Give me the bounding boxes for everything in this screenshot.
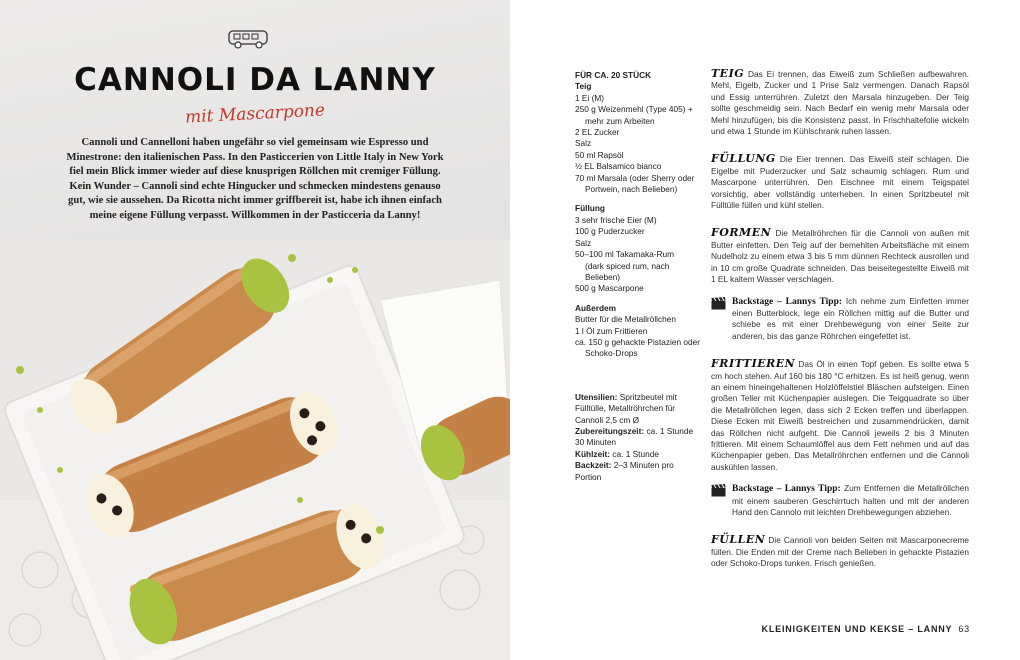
ingredient-item: 250 g Weizenmehl (Type 405) + [575, 104, 693, 115]
step-fuellen: FÜLLEN Die Cannoli von beiden Seiten mit Mascarponecreme füllen. Die Enden mit der Creme nach Belieben in gehackte Pistazien oder Schoko-Drops tunken. Frisch genießen. [711, 533, 969, 569]
intro-text: Cannoli und Cannelloni haben ungefähr so viel gemeinsam wie Espresso und Minestrone: den italienischen Pass. In den Pasticcerien von Little Italy in New York fiel mein Blick immer wieder auf diese knusprigen Röllchen mit cremiger Füllung. Kein Wunder – Cannoli sind echte Hingucker und schmecken mindestens genauso gut, wie sie aussehen. Da Ricotta nicht immer griffbereit ist, habe ich ihnen einfach meine eigene Füllung verpasst. Willkommen in der Pasticceria da Lanny! [66, 137, 444, 221]
meta-baking-time: Backzeit: 2–3 Minuten pro Portion [575, 460, 674, 482]
cannoli-photo [0, 240, 510, 660]
ingredient-item: 70 ml Marsala (oder Sherry oder [575, 172, 695, 183]
tip-box: Backstage – Lannys Tipp: Zum Entfernen die Metallröllchen mit einem sauberen Geschirrtuch halten und mit der anderen Hand den Cannolo mit leichten Drehbewegungen abziehen. [711, 483, 969, 518]
ingredient-item: Butter für die Metallröllchen [575, 314, 676, 325]
fuellung-heading: Füllung [575, 203, 605, 214]
yield-label: FÜR CA. 20 STÜCK [575, 70, 652, 80]
ingredient-item: (dark spiced rum, nach Belieben) [585, 260, 670, 282]
step-formen: FORMEN Die Metallröhrchen für die Cannoli von außen mit Butter einfetten. Den Teig auf der bemehlten Arbeitsfläche mit einem Nudelholz zu einem etwa 3 bis 5 mm dünnen Rechteck ausrollen und in 10 cm große Quadrate schneiden. Das beiseitegestellte Eiweiß mit 1 EL kaltem Wasser verschlagen. [711, 226, 969, 285]
step-frittieren: FRITTIEREN Das Öl in einen Topf geben. Es sollte etwa 5 cm hoch stehen. Auf 160 bis 180 °C erhitzen. Es ist heiß genug, wenn an einem hineingehaltenen Holzlöffelstiel Bläschen aufsteigen. Einen großen Teller mit Küchenpapier auslegen. Die Teigquadrate so über die Metallröllchen legen, dass sich 2 Ecken treffen und überlappen. Diese Ecken mit Eiweiß bestreichen und zusammendrücken, damit das Röllchen nicht aufgeht. Die Cannoli jeweils 2 bis 3 Minuten frittieren. Mit einem Schaumlöffel aus dem Fett nehmen und auf das Küchenpapier geben. Das Metallröhrchen entfernen und die Cannoli auskühlen lassen. [711, 357, 970, 472]
ingredient-item: 50–100 ml Takamaka-Rum [575, 249, 674, 260]
recipe-subtitle: mit Mascarpone [184, 100, 326, 128]
ingredient-item: 1 l Öl zum Frittieren [575, 325, 648, 336]
meta-prep-time: Zubereitungszeit: ca. 1 Stunde 30 Minuten [575, 425, 694, 448]
ingredient-item: mehr zum Arbeiten [585, 115, 655, 126]
ingredient-item: 3 sehr frische Eier (M) [575, 214, 657, 225]
ingredient-item: 1 Ei (M) [575, 92, 605, 103]
page-title: CANNOLI DA LANNY [74, 62, 436, 98]
footer-section-title: KLEINIGKEITEN UND KEKSE – LANNY [761, 624, 953, 634]
meta-utensils: Utensilien: Spritzbeutel mit Fülltülle, Metallröhrchen für Cannoli 2,5 cm Ø [575, 391, 677, 425]
page-number: 63 [958, 624, 970, 634]
ingredient-item: Salz [575, 237, 592, 248]
teig-heading: Teig [575, 81, 592, 92]
van-icon [226, 28, 272, 50]
ingredient-item: ½ EL Balsamico bianco [575, 161, 662, 172]
ausserdem-heading: Außerdem [575, 302, 617, 313]
clapperboard-icon [711, 484, 726, 497]
method-column [711, 68, 969, 570]
meta-cooling-time: Kühlzeit: ca. 1 Stunde [575, 448, 659, 459]
step-fuellung: FÜLLUNG Die Eier trennen. Das Eiweiß steif schlagen. Die Eigelbe mit Puderzucker und Salz schaumig schlagen. Rum und Mascarpone unterrühren. Den Eischnee mit einem Teigspatel vorsichtig, aber vollständig unterheben. In einen Spritzbeutel mit Fülltülle füllen und kühl stellen. [711, 152, 969, 211]
ingredient-item: Salz [575, 138, 592, 149]
ingredient-item: ca. 150 g gehackte Pistazien oder [575, 336, 700, 347]
clapperboard-icon [711, 297, 726, 310]
ingredient-item: 2 EL Zucker [575, 127, 620, 138]
ingredient-item: Portwein, nach Belieben) [585, 184, 678, 195]
step-teig: TEIG Das Ei trennen, das Eiweiß zum Schließen aufbewahren. Mehl, Eigelb, Zucker und 1 Prise Salz vermengen. Danach Rapsöl und Essig unterrühren. Zuletzt den Marsala hinzugeben. Der Teig sollte geschmeidig sein. Nach Bedarf ein wenig mehr Marsala oder Mehl hinzufügen, bis die Konsistenz passt. In Frischhaltefolie wickeln und etwa 1 Stunde im Kühlschrank ruhen lassen. [711, 67, 969, 137]
ingredients-column [575, 70, 700, 483]
tip-box: Backstage – Lannys Tipp: Ich nehme zum Einfetten immer einen Butterblock, lege ein Röllchen mittig auf die Butter und schiebe es mit einer Drehbewegung von einer Seite zur anderen, bis das ganze Röhrchen eingefettet ist. [711, 296, 969, 343]
page-footer [762, 624, 970, 634]
ingredient-item: 500 g Mascarpone [575, 283, 644, 294]
ingredient-item: Schoko-Drops [585, 348, 638, 359]
ingredient-item: 100 g Puderzucker [575, 226, 645, 237]
ingredient-item: 50 ml Rapsöl [575, 149, 624, 160]
